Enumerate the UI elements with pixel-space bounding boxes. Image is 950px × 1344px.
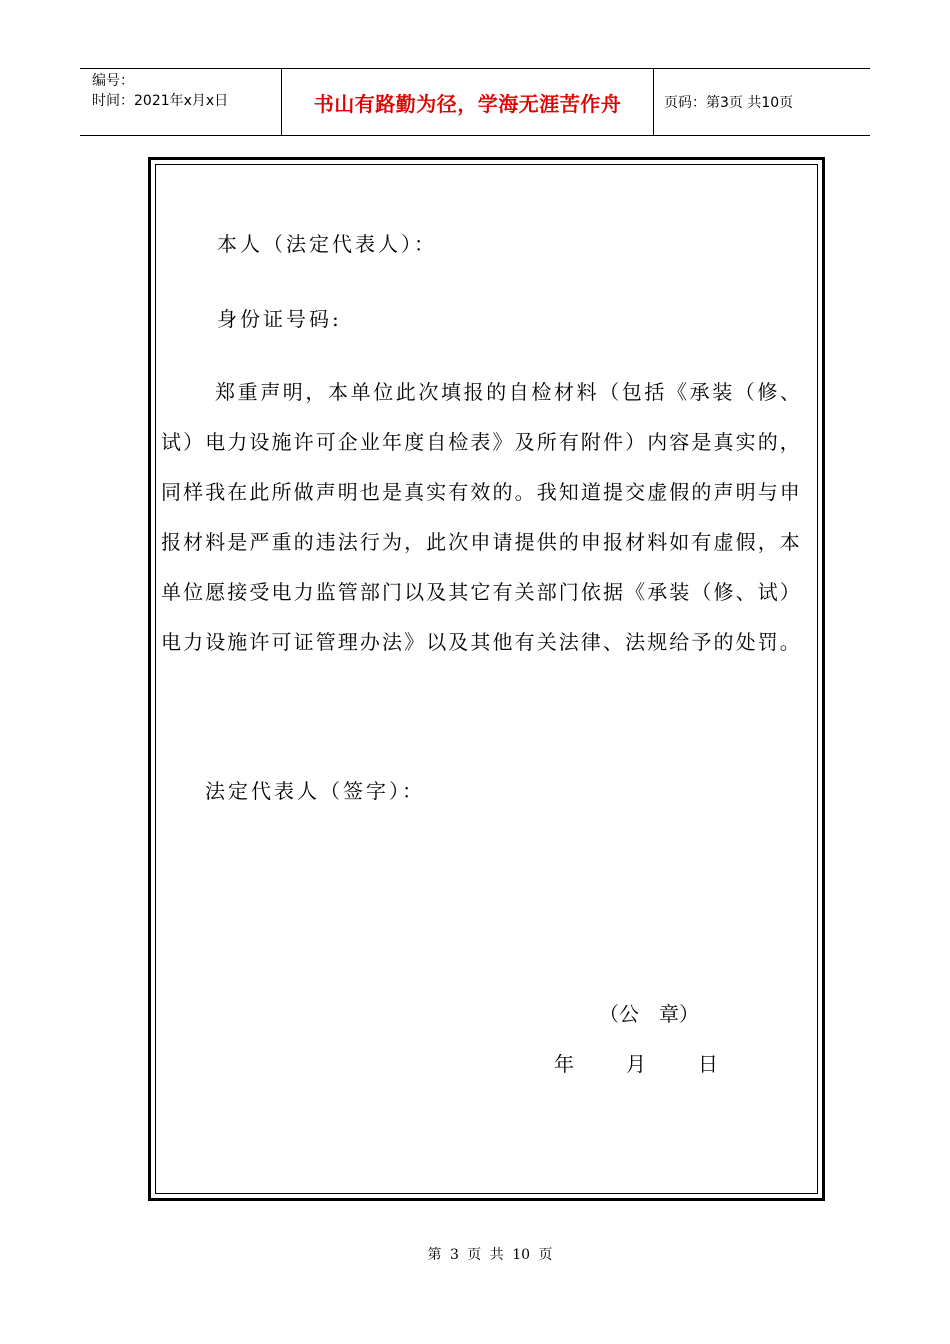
- header-page-cell: [654, 69, 870, 135]
- footer-page-number: 第 3 页 共 10 页: [427, 1247, 553, 1263]
- seal-label: （公 章）: [599, 1002, 699, 1026]
- declaration-frame: [148, 157, 825, 1201]
- date-label: 年 月 日: [554, 1052, 722, 1076]
- header-page-number: 页码：第3页 共10页: [664, 95, 794, 111]
- statement-line-3: 同样我在此所做声明也是真实有效的。我知道提交虚假的声明与申: [161, 480, 802, 504]
- page-header: [80, 68, 870, 136]
- id-number-label: 身份证号码:: [217, 307, 342, 331]
- header-motto: 书山有路勤为径，学海无涯苦作舟: [313, 91, 622, 116]
- header-info-cell: [80, 69, 282, 135]
- statement-line-4: 报材料是严重的违法行为，此次申请提供的申报材料如有虚假，本: [161, 530, 802, 554]
- statement-line-6: 电力设施许可证管理办法》以及其他有关法律、法规给予的处罚。: [161, 630, 802, 654]
- declaration-content: [151, 160, 822, 1198]
- document-number-label: 编号：: [92, 73, 134, 89]
- document-time-label: 时间：2021年x月x日: [92, 93, 229, 109]
- page-footer: [0, 1244, 950, 1264]
- representative-label: 本人（法定代表人）：: [217, 232, 437, 256]
- statement-line-2: 试）电力设施许可企业年度自检表》及所有附件）内容是真实的，: [161, 430, 802, 454]
- statement-line-1: 郑重声明，本单位此次填报的自检材料（包括《承装（修、: [215, 380, 803, 404]
- statement-line-5: 单位愿接受电力监管部门以及其它有关部门依据《承装（修、试）: [161, 580, 802, 604]
- header-motto-cell: [282, 69, 654, 135]
- signature-label: 法定代表人（签字）：: [205, 779, 425, 803]
